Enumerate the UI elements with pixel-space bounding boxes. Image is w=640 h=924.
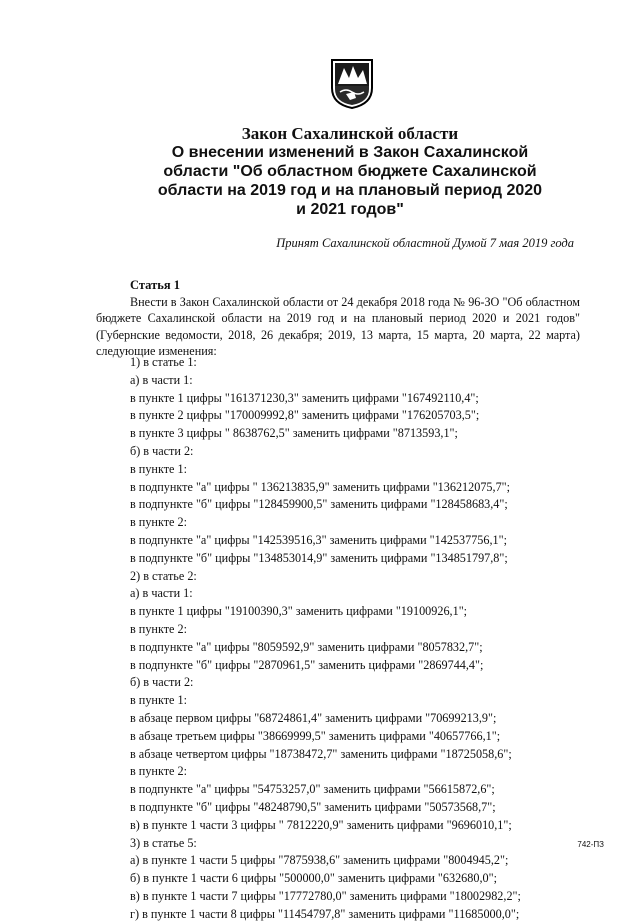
coat-of-arms-icon: [330, 58, 374, 110]
amendment-line: в пункте 2 цифры "170009992,8" заменить цифрами "176205703,5";: [130, 408, 480, 423]
amendment-line: а) в части 1:: [130, 586, 193, 601]
amendment-line: 3) в статье 5:: [130, 835, 197, 850]
amendment-line: в пункте 2:: [130, 515, 187, 530]
amendment-line: г) в пункте 1 части 8 цифры "11454797,8" заменить цифрами "11685000,0";: [130, 906, 520, 921]
amendment-line: а) в части 1:: [130, 372, 193, 387]
amendment-line: а) в пункте 1 части 5 цифры "7875938,6" заменить цифрами "8004945,2";: [130, 853, 509, 868]
amendment-line: в пункте 2:: [130, 621, 187, 636]
amendment-line: в подпункте "б" цифры "134853014,9" заменить цифрами "134851797,8";: [130, 550, 508, 565]
article-heading: Статья 1: [130, 278, 180, 292]
amendment-line: в подпункте "а" цифры "142539516,3" заменить цифрами "142537756,1";: [130, 532, 507, 547]
amendment-line: 2) в статье 2:: [130, 568, 197, 583]
amendment-line: в пункте 3 цифры " 8638762,5" заменить цифрами "8713593,1";: [130, 426, 458, 441]
amendment-line: в пункте 1 цифры "161371230,3" заменить цифрами "167492110,4";: [130, 390, 479, 405]
law-title: Закон Сахалинской области: [241, 124, 459, 143]
amendment-line: в абзаце первом цифры "68724861,4" заменить цифрами "70699213,9";: [130, 710, 497, 725]
amendments-list: [130, 354, 521, 924]
title-line: О внесении изменений в Закон Сахалинской: [171, 144, 529, 161]
amendment-line: в пункте 1:: [130, 693, 187, 708]
amendment-line: б) в пункте 1 части 6 цифры "500000,0" заменить цифрами "632680,0";: [130, 871, 497, 886]
amendment-line: б) в части 2:: [130, 675, 194, 690]
document-code: 742-ПЗ: [577, 840, 604, 849]
amendment-line: в подпункте "б" цифры "128459900,5" заменить цифрами "128458683,4";: [130, 497, 508, 512]
amendment-line: в подпункте "а" цифры "54753257,0" заменить цифрами "56615872,6";: [130, 782, 495, 797]
amendment-line: в абзаце четвертом цифры "18738472,7" заменить цифрами "18725058,6";: [130, 746, 512, 761]
amendment-line: б) в части 2:: [130, 443, 194, 458]
document-title: [130, 124, 570, 219]
article-intro: [96, 294, 580, 360]
amendment-line: в подпункте "б" цифры "48248790,5" заменить цифрами "50573568,7";: [130, 799, 496, 814]
amendment-line: в абзаце третьем цифры "38669999,5" заменить цифрами "40657766,1";: [130, 728, 501, 743]
amendment-line: в подпункте "а" цифры "8059592,9" заменить цифрами "8057832,7";: [130, 639, 483, 654]
amendment-line: 1) в статье 1:: [130, 355, 197, 369]
title-line: и 2021 годов": [296, 201, 404, 218]
amendment-line: в) в пункте 1 части 3 цифры " 7812220,9" заменить цифрами "9696010,1";: [130, 817, 512, 832]
amendment-line: в подпункте "а" цифры " 136213835,9" заменить цифрами "136212075,7";: [130, 479, 511, 494]
title-line: области на 2019 год и на плановый период 2020: [157, 182, 543, 199]
adoption-note: Принят Сахалинской областной Думой 7 мая 2019 года: [276, 236, 574, 250]
amendment-line: в подпункте "б" цифры "2870961,5" заменить цифрами "2869744,4";: [130, 657, 484, 672]
amendment-line: в пункте 1:: [130, 461, 187, 476]
amendment-line: в пункте 1 цифры "19100390,3" заменить цифрами "19100926,1";: [130, 604, 468, 619]
amendment-line: в пункте 2:: [130, 764, 187, 779]
title-line: области "Об областном бюджете Сахалинской: [163, 163, 537, 180]
amendment-line: в) в пункте 1 части 7 цифры "17772780,0" заменить цифрами "18002982,2";: [130, 888, 521, 903]
intro-text: Внести в Закон Сахалинской области от 24 декабря 2018 года № 96-ЗО "Об областном бюджете Сахалинской области на 2019 год и на плановый период 2020 и 2021 годов" (Губернские ведомости, 2018, 26 декабря; 2019, 13 марта, 15 марта, 20 марта, 22 марта) следующие изменения:: [96, 295, 580, 359]
